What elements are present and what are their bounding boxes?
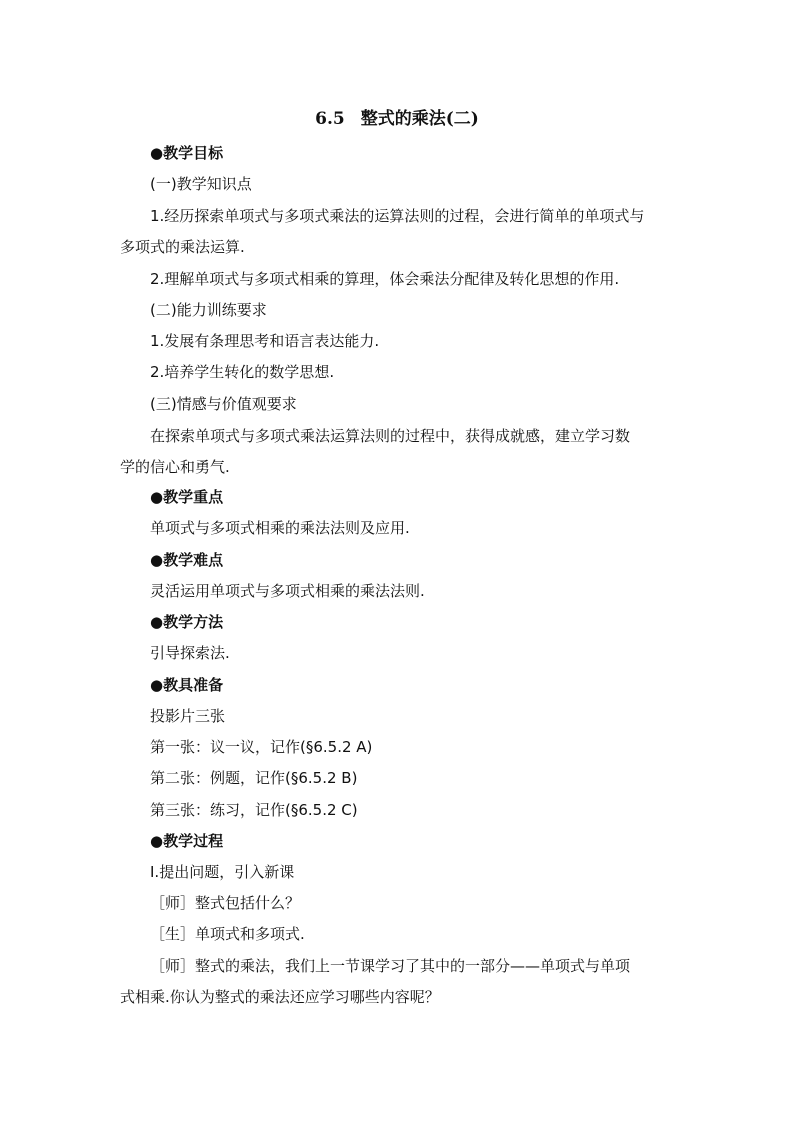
paragraph-line: 2.培养学生转化的数学思想. [150,363,335,381]
paragraph-line: 2.理解单项式与多项式相乘的算理，体会乘法分配律及转化思想的作用. [150,270,620,288]
paragraph-line: 投影片三张 [150,707,226,725]
heading-process: ●教学过程 [150,832,224,850]
heading-difficulties: ●教学难点 [150,551,224,569]
paragraph-line: 引导探索法. [150,644,230,662]
section-title: 整式的乘法(二) [360,109,479,129]
heading-objectives: ●教学目标 [150,144,224,162]
paragraph-line: 在探索单项式与多项式乘法运算法则的过程中，获得成就感，建立学习数 [150,427,631,445]
heading-methods: ●教学方法 [150,613,224,631]
paragraph-line: 1.经历探索单项式与多项式乘法的运算法则的过程，会进行简单的单项式与 [150,207,645,225]
paragraph-line: 学的信心和勇气. [120,458,230,476]
paragraph-line: 第二张：例题，记作(§6.5.2 B) [150,769,358,787]
paragraph-line: 第一张：议一议，记作(§6.5.2 A) [150,738,373,756]
subheading-knowledge: (一)教学知识点 [150,175,252,193]
paragraph-line: 1.发展有条理思考和语言表达能力. [150,332,380,350]
dialogue-line: ［师］整式的乘法，我们上一节课学习了其中的一部分——单项式与单项 [150,957,631,975]
section-number: 6.5 [315,109,345,129]
dialogue-line: 式相乘.你认为整式的乘法还应学习哪些内容呢？ [120,988,440,1006]
paragraph-line: 灵活运用单项式与多项式相乘的乘法法则. [150,582,425,600]
paragraph-line: 多项式的乘法运算. [120,238,245,256]
heading-materials: ●教具准备 [150,676,224,694]
subheading-ability: (二)能力训练要求 [150,301,267,319]
paragraph-line: 单项式与多项式相乘的乘法法则及应用. [150,519,410,537]
dialogue-line: ［生］单项式和多项式. [150,925,305,943]
page-title [0,107,794,131]
subheading-values: (三)情感与价值观要求 [150,395,297,413]
subheading-step-1: Ⅰ.提出问题，引入新课 [150,863,295,881]
heading-key-points: ●教学重点 [150,488,224,506]
paragraph-line: 第三张：练习，记作(§6.5.2 C) [150,801,358,819]
dialogue-line: ［师］整式包括什么？ [150,894,301,912]
